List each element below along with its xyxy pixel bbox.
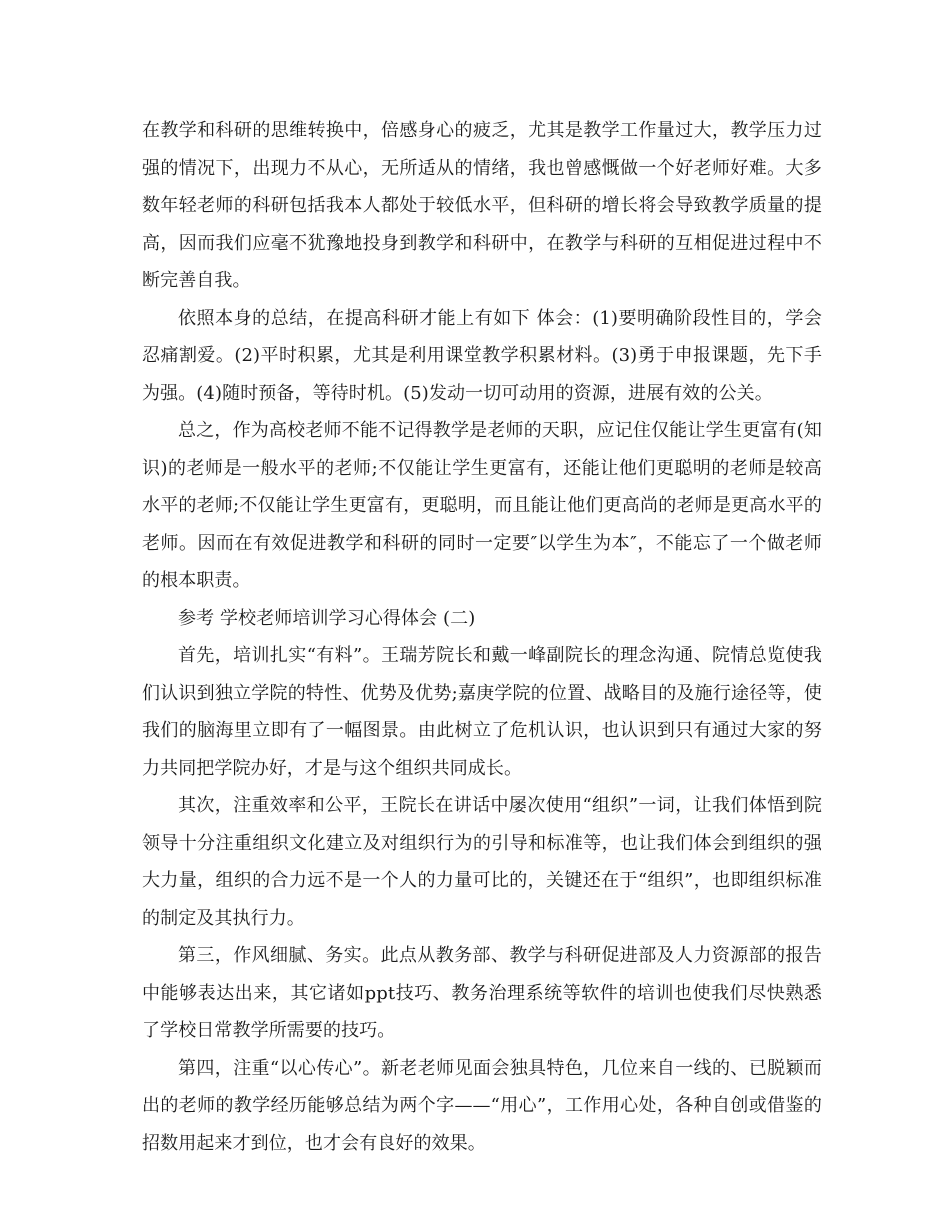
paragraph-3: 总之，作为高校老师不能不记得教学是老师的天职，应记住仅能让学生更富有(知识)的老师是一般水平的老师;不仅能让学生更富有，还能让他们更聪明的老师是较高水平的老师;不仅能让学生更富有，更聪明，而且能让他们更高尚的老师是更高水平的老师。因而在有效促进教学和科研的同时一定要″以学生为本″，不能忘了一个做老师的根本职责。 xyxy=(142,420,822,591)
document-body xyxy=(142,112,822,1162)
paragraph-1: 在教学和科研的思维转换中，倍感身心的疲乏，尤其是教学工作量过大，教学压力过强的情况下，出现力不从心，无所适从的情绪，我也曾感慨做一个好老师好难。大多数年轻老师的科研包括我本人都处于较低水平，但科研的增长将会导致教学质量的提高，因而我们应毫不犹豫地投身到教学和科研中，在教学与科研的互相促进过程中不断完善自我。 xyxy=(142,120,822,291)
paragraph-7: 第三，作风细腻、务实。此点从教务部、教学与科研促进部及人力资源部的报告中能够表达出来，其它诸如ppt技巧、教务治理系统等软件的培训也使我们尽快熟悉了学校日常教学所需要的技巧。 xyxy=(142,945,822,1041)
paragraph-5: 首先，培训扎实“有料”。王瑞芳院长和戴一峰副院长的理念沟通、院情总览使我们认识到独立学院的特性、优势及优势;嘉庚学院的位置、战略目的及施行途径等，使我们的脑海里立即有了一幅图景。由此树立了危机认识，也认识到只有通过大家的努力共同把学院办好，才是与这个组织共同成长。 xyxy=(142,645,822,779)
section-heading: 参考 学校老师培训学习心得体会 (二) xyxy=(178,607,476,629)
paragraph-2: 依照本身的总结，在提高科研才能上有如下 体会：(1)要明确阶段性目的，学会忍痛割爱。(2)平时积累，尤其是利用课堂教学积累材料。(3)勇于申报课题，先下手为强。(4)随时预备，等待时机。(5)发动一切可动用的资源，进展有效的公关。 xyxy=(142,307,822,404)
paragraph-8: 第四，注重“以心传心”。新老老师见面会独具特色，几位来自一线的、已脱颖而出的老师的教学经历能够总结为两个字——“用心”，工作用心处，各种自创或借鉴的招数用起来才到位，也才会有良好的效果。 xyxy=(142,1057,822,1154)
paragraph-6: 其次，注重效率和公平，王院长在讲话中屡次使用“组织”一词，让我们体悟到院领导十分注重组织文化建立及对组织行为的引导和标准等，也让我们体会到组织的强大力量，组织的合力远不是一个人的力量可比的，关键还在于“组织”，也即组织标准的制定及其执行力。 xyxy=(142,795,822,929)
